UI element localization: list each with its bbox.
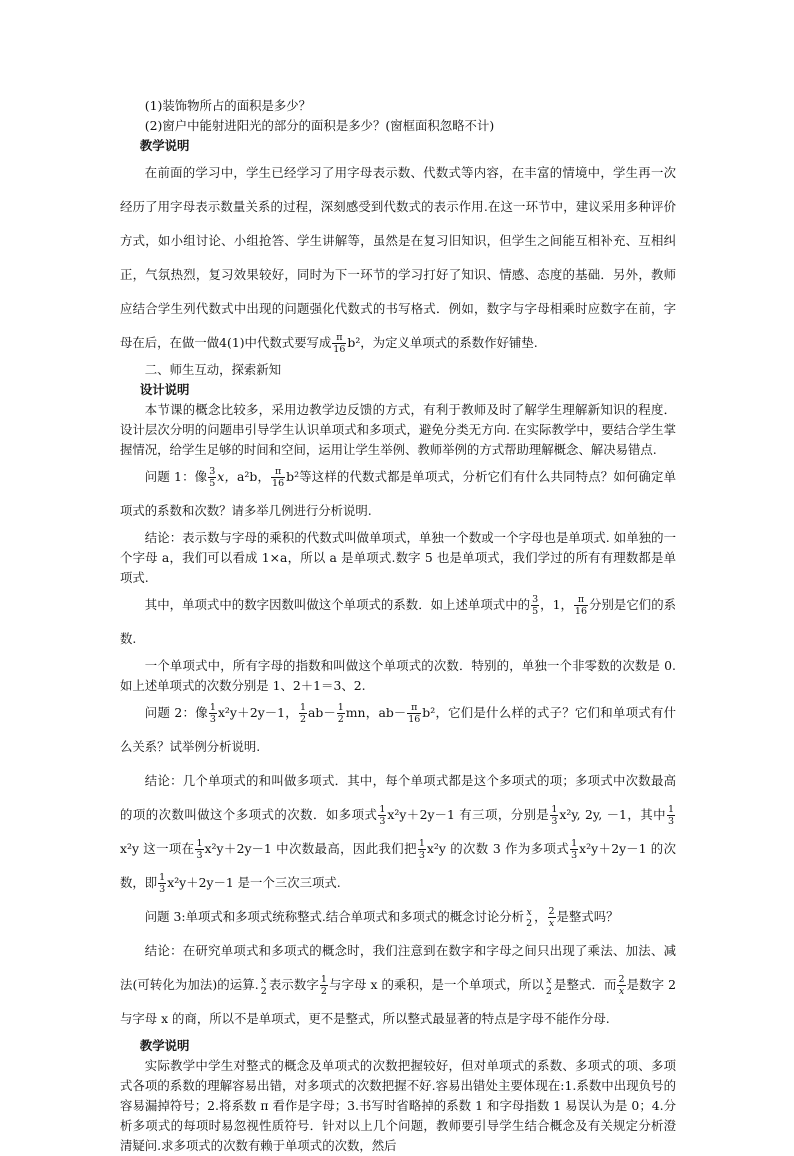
numerator: x [261,974,267,986]
text-run: 在前面的学习中，学生已经学习了用字母表示数、代数式等内容，在丰富的情境中，学生再一次经历了用字母表示数量关系的过程，深刻感受到代数式的表示作用.在这一环节中，建议采用多种评价方式，如小组讨论、小组抢答、学生讲解等，虽然是在复习旧知识，但学生之间能互相补充、互相纠正，气氛热烈，复习效果较好，同时为下一环节的学习打好了知识、情感、态度的基础．另外，教师应结合学生列代数式中出现的问题强化代数式的书写格式．例如，数字与字母相乘时应数字在前，字母在后，在做一做4(1)中代数式要写成 [120,165,676,350]
text-run: x²y, 2y, －1，其中 [559,807,666,822]
denominator: 16 [272,478,285,489]
text-run: x²y＋2y－1， [217,705,298,720]
text-run: ab－ [308,705,336,720]
denominator: 2 [299,714,307,725]
numerator: x [526,906,532,918]
design-note: 本节课的概念比较多，采用边教学边反馈的方式，有利于教师及时了解学生理解新知识的程度．设计层次分明的问题串引导学生认识单项式和多项式，避免分类无方向. 在实际教学中，要结合学生掌握情况，给学生足够的时间和空间，运用让学生举例、教师举例的方式帮助理解概念、解决易错点. [120,402,676,457]
numerator: 1 [159,872,166,883]
denominator: 3 [159,884,166,895]
document-page [120,96,676,1156]
text-run: 结论：在研究单项式和多项式的概念时，我们注意到在数字和字母之间只出现了乘法、加法、减法(可转化为加法)的运算. [120,943,676,992]
fraction-1-3 [570,838,578,861]
text-run: x， [217,469,238,484]
fraction-x-2 [260,975,268,997]
numerator: 1 [418,838,425,849]
text-run: x²y 这一项在 [120,841,195,856]
denominator: 3 [418,850,425,861]
fraction-x-2 [525,907,533,929]
fraction-1-2 [337,702,345,725]
fraction-1-3 [209,702,217,725]
fraction-2-x [548,906,556,929]
denominator: 3 [196,850,203,861]
fraction-1-3 [378,804,386,827]
question-2: (2)窗户中能射进阳光的部分的面积是多少？(窗框面积忽略不计) [144,118,495,133]
heading-design-note: 设计说明 [139,382,190,397]
denominator: 5 [532,606,539,617]
teaching-note-2: 实际教学中学生对整式的概念及单项式的次数把握较好，但对单项式的系数、多项式的项、多项式各项的系数的理解容易出错，对多项式的次数把握不好.容易出错处主要体现在:1.系数中出现负号的容易漏掉符号；2.将系数 π 看作是字母；3.书写时省略掉的系数 1 和字母指数 1 易误认为是 0；4.分析多项式的每项时易忽视性质符号．针对以上几个问题，教师要引导学生结合概念及有关规定分析澄清疑问.求多项式的次数有赖于单项式的次数，然后 [120,1058,676,1153]
numerator: π [574,594,588,606]
text-run: x²y＋2y－1 中次数最高，因此我们把 [204,841,417,856]
denominator: x [618,986,625,997]
fraction-pi-16 [271,466,285,489]
coefficient-definition [120,588,676,656]
fraction-1-3 [667,804,675,827]
fraction-2-x [617,974,625,997]
text-run: mn，ab－ [345,705,407,720]
fraction-3-5 [531,594,539,617]
text-run: b²，它们是什么样的式子？它们和单项式有什么关系？试举例分析说明. [120,705,676,754]
conclusion-2 [120,764,676,900]
denominator: 3 [209,714,216,725]
numerator: 1 [379,804,386,815]
denominator: x [548,918,555,929]
numerator: 1 [299,702,307,713]
denominator: 5 [209,478,216,489]
numerator: 1 [667,804,675,815]
text-run: 是整式吗？ [556,909,619,924]
denominator: 3 [571,850,578,861]
text-run: b²等这样的代数式都是单项式，分析它们有什么共同特点？如何确定单项式的系数和次数？请多举几例进行分析说明. [120,469,676,518]
text-run: 分别是它们的系数. [120,597,677,646]
denominator: 16 [408,714,421,725]
heading-teaching-note-1: 教学说明 [139,138,190,153]
degree-definition: 一个单项式中，所有字母的指数和叫做这个单项式的次数．特别的，单独一个非零数的次数是 0.如上述单项式的次数分别是 1、2＋1＝3、2. [120,658,676,693]
question-1: (1)装饰物所占的面积是多少？ [144,98,312,113]
denominator: 2 [260,985,267,997]
text-run: 表示数字 [268,977,319,992]
numerator: π [332,332,346,344]
fraction-pi-16 [332,332,346,355]
numerator: π [407,702,421,714]
numerator: 3 [209,466,216,477]
text-run: x²y＋2y－1 有三项，分别是 [387,807,550,822]
problem-3 [120,900,676,934]
text-run: 结论：几个单项式的和叫做多项式．其中，每个单项式都是这个多项式的项；多项式中次数最高的项的次数叫做这个多项式的次数．如多项式 [120,773,676,822]
conclusion-3 [120,934,676,1036]
fraction-1-3 [550,804,558,827]
text-run: 与字母 x 的乘积，是一个单项式，所以 [328,977,544,992]
conclusion-1: 结论：表示数与字母的乘积的代数式叫做单项式，单独一个数或一个字母也是单项式. 如单独的一个字母 a，我们可以看成 1×a，所以 a 是单项式.数字 5 也是单项式，我们学过的所有有理数都是单项式. [120,530,676,585]
fraction-1-3 [418,838,426,861]
text-run: 问题 2：像 [144,705,208,720]
fraction-1-3 [158,872,166,895]
denominator: 2 [526,917,533,929]
text-run: b²，为定义单项式的系数作好铺垫. [347,335,538,350]
numerator: 2 [618,974,625,985]
fraction-1-2 [299,702,307,725]
fraction-3-5 [208,466,216,489]
numerator: 1 [209,702,216,713]
denominator: 3 [667,816,675,827]
numerator: 1 [337,702,344,713]
fraction-x-2 [545,975,553,997]
denominator: 2 [337,714,344,725]
numerator: π [271,466,285,478]
fraction-pi-16 [407,702,421,725]
text-run: 问题 1：像 [144,469,208,484]
text-run: ， [534,909,547,924]
fraction-1-3 [195,838,203,861]
text-run: 其中，单项式中的数字因数叫做这个单项式的系数．如上述单项式中的 [144,597,531,612]
text-run: a²b， [237,469,271,484]
numerator: 2 [548,906,555,917]
denominator: 16 [333,344,346,355]
denominator: 3 [379,816,386,827]
numerator: 1 [196,838,203,849]
text-run: x²y＋2y－1 的次数，即 [120,841,676,890]
fraction-pi-16 [574,594,588,617]
numerator: x [546,974,552,986]
text-run: x²y 的次数 3 作为多项式 [426,841,570,856]
text-run: ，1， [540,597,573,612]
denominator: 16 [574,606,588,617]
text-run: 是数字 2 与字母 x 的商，所以不是单项式，更不是整式，所以整式最显著的特点是字母不能作分母. [120,977,677,1026]
numerator: 1 [571,838,578,849]
heading-teaching-note-2: 教学说明 [139,1038,190,1053]
text-run: x²y＋2y－1 是一个三次三项式. [167,875,341,890]
denominator: 2 [545,985,552,997]
numerator: 1 [551,804,558,815]
teaching-note-1 [120,156,676,360]
text-run: 是整式．而 [553,977,617,992]
problem-1 [120,460,676,528]
fraction-1-2 [320,974,328,997]
section-2-title: 二、师生互动，探索新知 [144,362,282,377]
denominator: 2 [320,986,327,997]
denominator: 3 [551,816,558,827]
numerator: 1 [320,974,327,985]
numerator: 3 [532,594,539,605]
text-run: 问题 3:单项式和多项式统称整式.结合单项式和多项式的概念讨论分析 [144,909,525,924]
problem-2 [120,696,676,764]
